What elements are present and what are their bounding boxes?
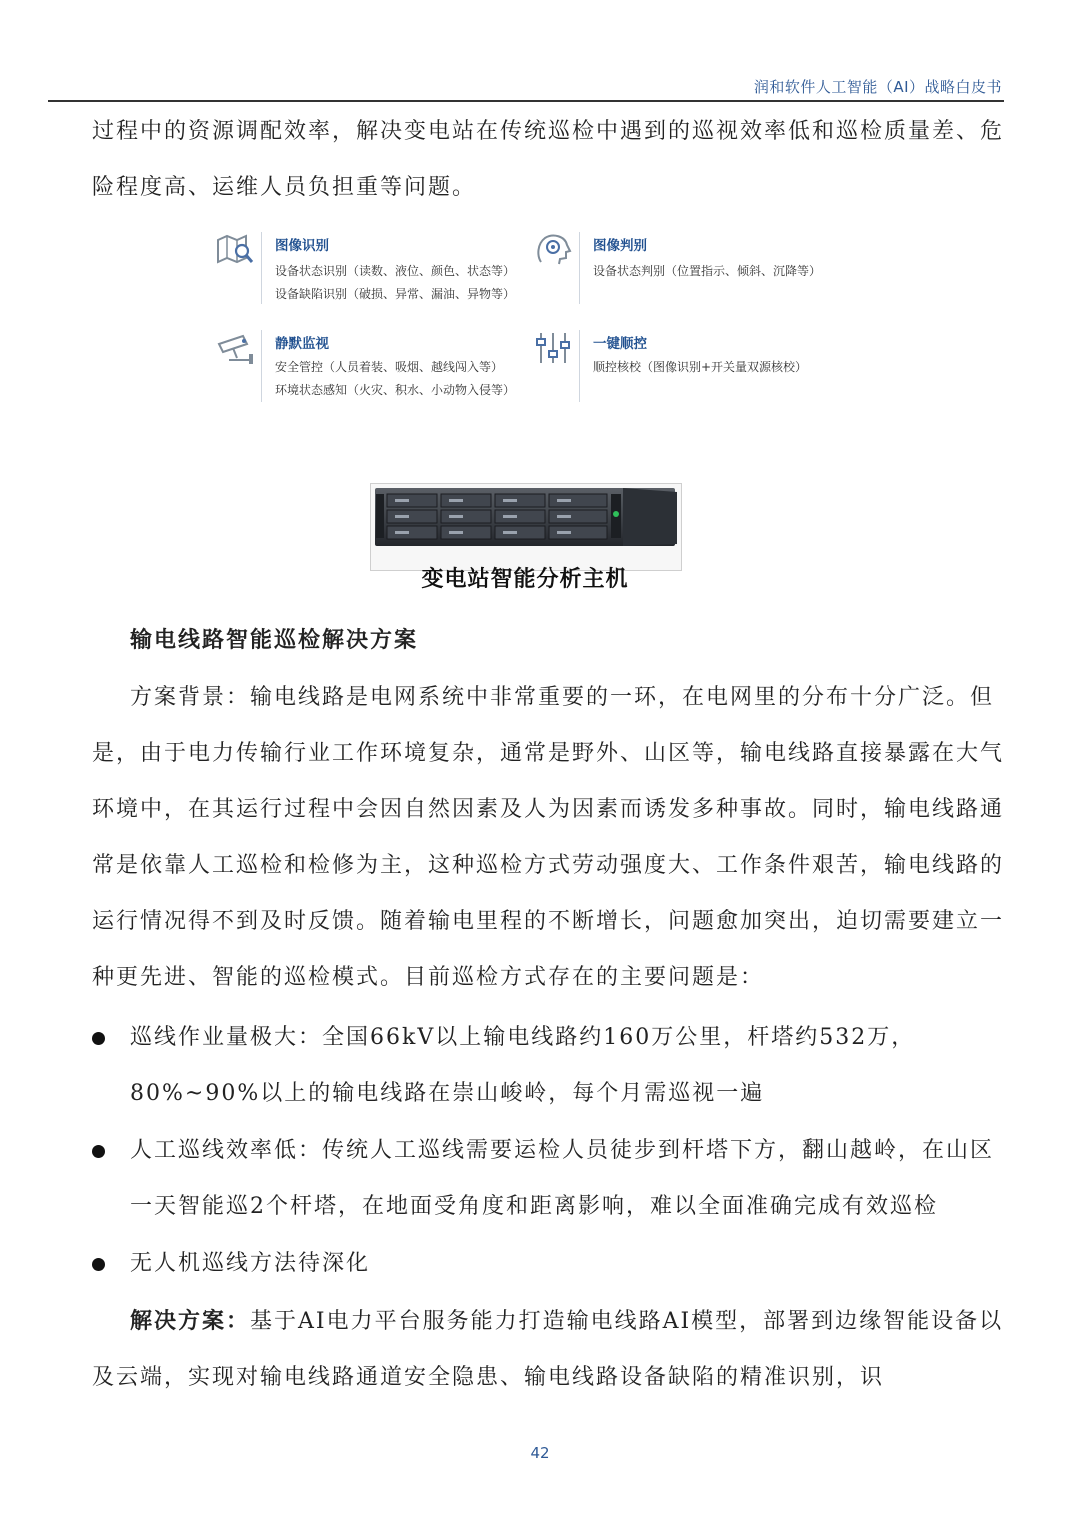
solution-text: 基于AI电力平台服务能力打造输电线路AI模型，部署到边缘智能设备以及云端，实现对输电线路通道安全隐患、输电线路设备缺陷的精准识别，识 (92, 1309, 1004, 1390)
background-paragraph (92, 670, 1004, 1006)
solution-paragraph (92, 1293, 1004, 1406)
server-image (370, 483, 682, 571)
feature-divider (579, 330, 580, 402)
feature-title: 一键顺控 (593, 336, 647, 352)
map-search-icon (215, 232, 257, 268)
page-number: 42 (530, 1444, 550, 1462)
background-text: 方案背景：输电线路是电网系统中非常重要的一环，在电网里的分布十分广泛。但是，由于电力传输行业工作环境复杂，通常是野外、山区等，输电线路直接暴露在大气环境中，在其运行过程中会因自然因素及人为因素而诱发多种事故。同时，输电线路通常是依靠人工巡检和检修为主，这种巡检方式劳动强度大、工作条件艰苦，输电线路的运行情况得不到及时反馈。随着输电里程的不断增长，问题愈加突出，迫切需要建立一种更先进、智能的巡检模式。目前巡检方式存在的主要问题是： (92, 685, 1005, 990)
bullet-dot-icon (92, 1032, 105, 1045)
bullet-text: 人工巡线效率低：传统人工巡线需要运检人员徒步到杆塔下方，翻山越岭，在山区一天智能巡2个杆塔，在地面受角度和距离影响，难以全面准确完成有效巡检 (130, 1138, 995, 1219)
solution-label: 解决方案： (130, 1308, 251, 1334)
feature-one-key-control (533, 326, 853, 406)
feature-line: 环境状态感知（火灾、积水、小动物入侵等） (275, 383, 516, 397)
figure-caption: 变电站智能分析主机 (421, 567, 629, 592)
list-item (92, 1123, 1004, 1235)
feature-grid (205, 222, 865, 412)
feature-divider (261, 330, 262, 402)
slider-controls-icon (533, 330, 575, 366)
list-item (92, 1010, 1004, 1122)
feature-title: 静默监视 (275, 336, 329, 352)
feature-line: 顺控核校（图像识别+开关量双源核校） (593, 360, 808, 374)
intro-paragraph: 过程中的资源调配效率，解决变电站在传统巡检中遇到的巡视效率低和巡检质量差、危险程度高、运维人员负担重等问题。 (92, 119, 1005, 200)
feature-line: 设备缺陷识别（破损、异常、漏油、异物等） (275, 287, 516, 301)
feature-divider (261, 232, 262, 304)
header-title: 润和软件人工智能（AI）战略白皮书 (753, 78, 1002, 96)
brain-head-icon (533, 232, 575, 268)
feature-image-recognition (215, 228, 535, 308)
feature-divider (579, 232, 580, 304)
server-illustration (371, 484, 681, 570)
feature-silent-monitoring (215, 326, 535, 406)
camera-icon (215, 330, 257, 366)
list-item (92, 1236, 1004, 1292)
feature-title: 图像判别 (593, 238, 647, 254)
bullet-text: 巡线作业量极大：全国66kV以上输电线路约160万公里，杆塔约532万，80%~90%以上的输电线路在崇山峻岭，每个月需巡视一遍 (130, 1025, 916, 1106)
header-divider (48, 100, 1004, 102)
feature-line: 安全管控（人员着装、吸烟、越线闯入等） (275, 360, 504, 374)
feature-image-judgement (533, 228, 853, 308)
feature-title: 图像识别 (275, 238, 329, 254)
bullet-dot-icon (92, 1145, 105, 1158)
section-title: 输电线路智能巡检解决方案 (130, 627, 419, 653)
bullet-dot-icon (92, 1258, 105, 1271)
feature-line: 设备状态识别（读数、液位、颜色、状态等） (275, 264, 516, 278)
feature-line: 设备状态判别（位置指示、倾斜、沉降等） (593, 264, 822, 278)
bullet-text: 无人机巡线方法待深化 (130, 1251, 371, 1276)
solution-label-wrap (92, 1309, 250, 1334)
